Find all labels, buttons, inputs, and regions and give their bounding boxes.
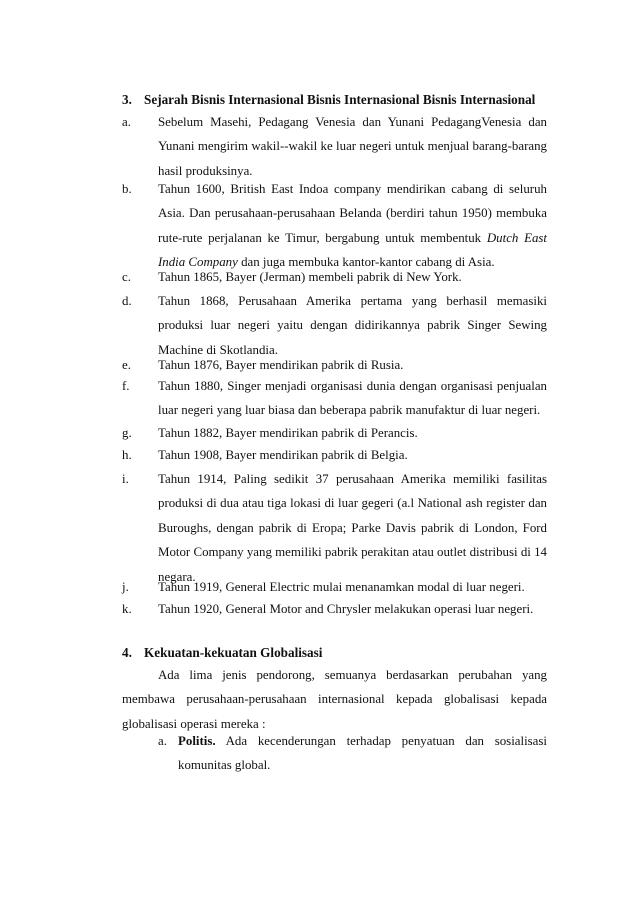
item-text: Tahun 1876, Bayer mendirikan pabrik di Rusia. (158, 358, 404, 372)
item-label: f. (122, 379, 130, 393)
list-item (122, 575, 547, 599)
item-label: c. (122, 270, 131, 284)
list-item (122, 597, 547, 621)
item-text: Tahun 1914, Paling sedikit 37 perusahaan Amerika memiliki fasilitas produksi di dua atau tiga lokasi di luar gegeri (a.l National ash register dan Buroughs, dengan pabrik di Eropa; Parke Davis pabrik di London, Ford Motor Company yang memiliki pabrik perakitan atau outlet distribusi di 14 negara. (158, 472, 547, 584)
item-label: i. (122, 472, 129, 486)
list-item (158, 729, 547, 778)
item-text: Tahun 1919, General Electric mulai menanamkan modal di luar negeri. (158, 580, 525, 594)
list-item (122, 110, 547, 183)
section-title: Kekuatan-kekuatan Globalisasi (144, 645, 323, 660)
section-4-heading (122, 645, 322, 661)
intro-paragraph: Ada lima jenis pendorong, semuanya berdasarkan perubahan yang membawa perusahaan-perusahaan internasional kepada globalisasi kepada globalisasi operasi mereka : (122, 668, 547, 731)
list-item (122, 467, 547, 589)
item-label: g. (122, 426, 132, 440)
item-text: Tahun 1865, Bayer (Jerman) membeli pabrik di New York. (158, 270, 462, 284)
item-text: Tahun 1880, Singer menjadi organisasi dunia dengan organisasi penjualan luar negeri yang luar biasa dan beberapa pabrik manufaktur di luar negeri. (158, 379, 547, 418)
section-3-heading (122, 92, 535, 108)
item-label: a. (122, 115, 131, 129)
item-bold-term: Politis. (178, 734, 216, 748)
item-label: h. (122, 448, 132, 462)
item-text: Tahun 1882, Bayer mendirikan pabrik di Perancis. (158, 426, 418, 440)
section-number: 4. (122, 645, 132, 660)
item-label: e. (122, 358, 131, 372)
list-item (122, 374, 547, 423)
item-text: Politis. Ada kecenderungan terhadap penyatuan dan sosialisasi komunitas global. (178, 734, 547, 773)
list-item (122, 265, 547, 289)
item-label: j. (122, 580, 129, 594)
item-text: Sebelum Masehi, Pedagang Venesia dan Yunani PedagangVenesia dan Yunani mengirim wakil--wakil ke luar negeri untuk menjual barang-barang hasil produksinya. (158, 115, 547, 178)
item-text: Tahun 1920, General Motor and Chrysler melakukan operasi luar negeri. (158, 602, 534, 616)
item-label: d. (122, 294, 132, 308)
item-text: Tahun 1908, Bayer mendirikan pabrik di Belgia. (158, 448, 408, 462)
item-text: Tahun 1600, British East Indoa company mendirikan cabang di seluruh Asia. Dan perusahaan-perusahaan Belanda (berdiri tahun 1950) membuka rute-rute perjalanan ke Timur, bergabung untuk membentuk Dutch East India Company dan juga membuka kantor-kantor cabang di Asia. (158, 182, 547, 270)
item-label: a. (158, 734, 167, 748)
italic-company-name: Dutch East India Company (158, 230, 547, 270)
list-item (122, 421, 547, 445)
list-item (122, 177, 547, 275)
item-label: k. (122, 602, 132, 616)
section-title: Sejarah Bisnis Internasional Bisnis Internasional Bisnis Internasional (144, 92, 536, 107)
section-number: 3. (122, 92, 132, 107)
item-label: b. (122, 182, 132, 196)
item-text: Tahun 1868, Perusahaan Amerika pertama yang berhasil memasiki produksi luar negeri yaitu dengan didirikannya pabrik Singer Sewing Machine di Skotlandia. (158, 294, 547, 357)
list-item (122, 289, 547, 362)
list-item (122, 443, 547, 467)
